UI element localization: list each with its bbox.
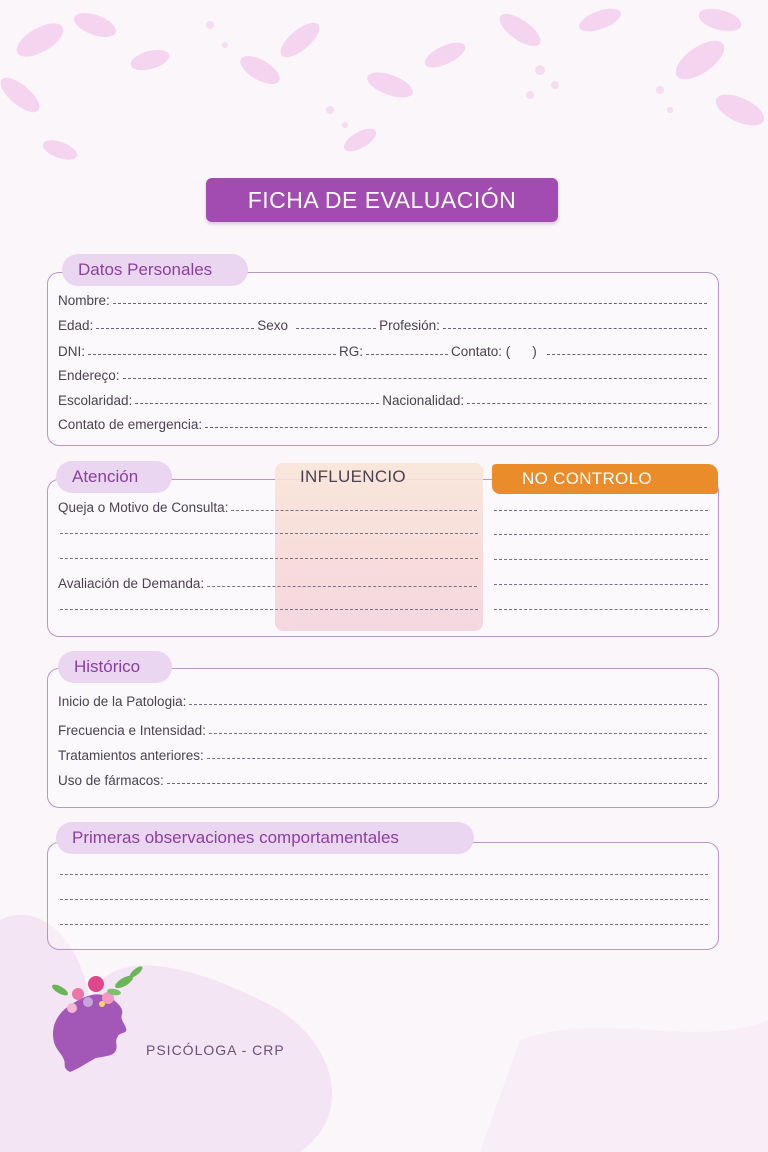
endereco-field[interactable]	[123, 378, 707, 379]
no-controlo-line-3[interactable]	[494, 559, 708, 560]
no-controlo-line-4[interactable]	[494, 584, 708, 585]
endereco-row	[58, 363, 710, 383]
edad-field[interactable]	[96, 328, 254, 329]
rg-label: RG:	[339, 344, 364, 359]
footer-psicologa-label: PSICÓLOGA - CRP	[146, 1042, 285, 1058]
farmacos-row	[58, 768, 710, 788]
no-controlo-line-5[interactable]	[494, 609, 708, 610]
escolaridad-field[interactable]	[135, 403, 379, 404]
nombre-field[interactable]	[113, 303, 707, 304]
page-title: FICHA DE EVALUACIÓN	[206, 178, 558, 222]
nombre-row	[58, 288, 710, 308]
dni-label: DNI:	[58, 344, 85, 359]
no-controlo-line-2[interactable]	[494, 534, 708, 535]
no-controlo-line-1[interactable]	[494, 510, 708, 511]
inicio-field[interactable]	[189, 704, 707, 705]
observaciones-line-3[interactable]	[60, 924, 708, 925]
inicio-label: Inicio de la Patologia:	[58, 694, 187, 709]
observaciones-heading: Primeras observaciones comportamentales	[56, 822, 474, 854]
datos-personales-heading: Datos Personales	[62, 254, 248, 286]
profesion-field[interactable]	[443, 328, 707, 329]
dni-row	[58, 339, 710, 359]
queja-field[interactable]	[231, 510, 477, 511]
sexo-label: Sexo	[257, 318, 289, 333]
endereco-label: Endereço:	[58, 368, 120, 383]
contato-label: Contato: (	[451, 344, 511, 359]
tratamientos-field[interactable]	[207, 758, 707, 759]
observaciones-line-2[interactable]	[60, 899, 708, 900]
frecuencia-field[interactable]	[209, 733, 707, 734]
dni-field[interactable]	[88, 354, 336, 355]
nacionalidad-label: Nacionalidad:	[382, 393, 465, 408]
influencio-label: INFLUENCIO	[300, 467, 406, 486]
queja-line-3[interactable]	[60, 558, 478, 559]
woman-head-flowers-icon	[44, 964, 148, 1076]
avaliacion-line-2[interactable]	[60, 609, 478, 610]
queja-label: Queja o Motivo de Consulta:	[58, 500, 229, 515]
contato-emergencia-label: Contato de emergencia:	[58, 417, 203, 432]
influencio-panel	[275, 463, 483, 631]
queja-line-2[interactable]	[60, 533, 478, 534]
no-controlo-label: NO CONTROLO	[522, 469, 652, 488]
tratamientos-row	[58, 743, 710, 763]
nombre-label: Nombre:	[58, 293, 110, 308]
rg-field[interactable]	[366, 354, 448, 355]
observaciones-section	[47, 842, 719, 950]
avaliacion-field[interactable]	[207, 586, 477, 587]
contato-emergencia-field[interactable]	[205, 427, 707, 428]
atencion-heading: Atención	[56, 461, 172, 493]
profesion-label: Profesión:	[379, 318, 440, 333]
frecuencia-label: Frecuencia e Intensidad:	[58, 723, 206, 738]
tratamientos-label: Tratamientos anteriores:	[58, 748, 204, 763]
farmacos-label: Uso de fármacos:	[58, 773, 164, 788]
floral-leaves-decoration	[0, 0, 768, 180]
nacionalidad-field[interactable]	[467, 403, 707, 404]
farmacos-field[interactable]	[167, 783, 707, 784]
inicio-row	[58, 689, 710, 709]
escolaridad-row	[58, 388, 710, 408]
contato-field[interactable]	[547, 354, 707, 355]
avaliacion-row	[58, 571, 480, 591]
historico-heading: Histórico	[58, 651, 172, 683]
frecuencia-row	[58, 718, 710, 738]
edad-row	[58, 313, 710, 333]
escolaridad-label: Escolaridad:	[58, 393, 133, 408]
observaciones-line-1[interactable]	[60, 874, 708, 875]
avaliacion-label: Avaliación de Demanda:	[58, 576, 205, 591]
contato-close-label: )	[532, 344, 537, 359]
contato-emergencia-row	[58, 412, 710, 432]
queja-row	[58, 495, 480, 515]
sexo-field[interactable]	[296, 328, 376, 329]
edad-label: Edad:	[58, 318, 94, 333]
